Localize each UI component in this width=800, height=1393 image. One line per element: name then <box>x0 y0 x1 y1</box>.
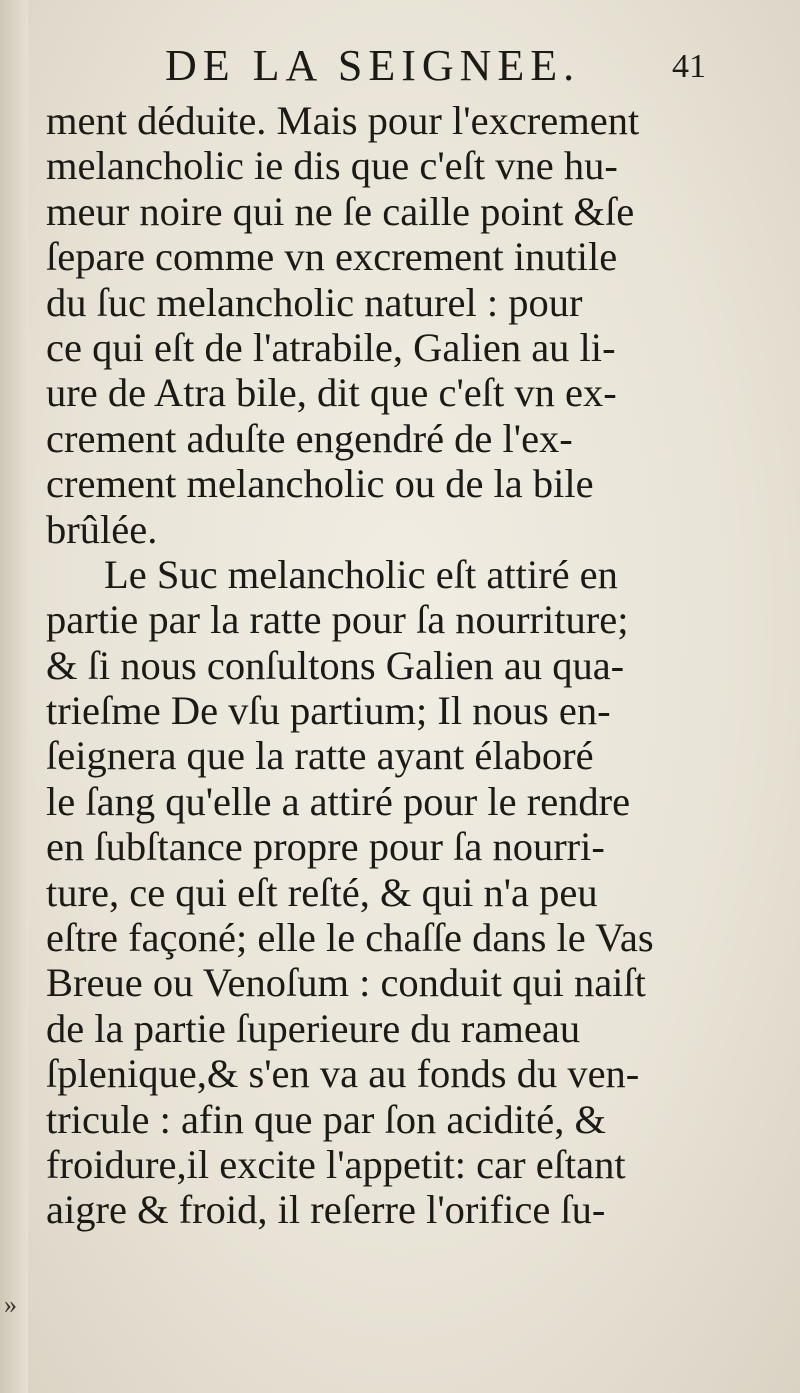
text-line: aigre & froid, il reſerre l'orifice ſu- <box>46 1187 606 1233</box>
text-line: crement aduſte engendré de l'ex- <box>46 415 573 461</box>
text-line: & ſi nous conſultons Galien au qua- <box>46 642 625 688</box>
page-number: 41 <box>672 48 706 85</box>
text-line: du ſuc melancholic naturel : pour <box>46 279 583 325</box>
page-header <box>0 40 800 100</box>
text-line: meur noire qui ne ſe caille point &ſe <box>46 188 635 234</box>
text-line: melancholic ie dis que c'eſt vne hu- <box>46 143 618 189</box>
text-line: partie par la ratte pour ſa nourriture; <box>46 597 629 643</box>
body-text <box>46 98 776 1233</box>
paragraph-start-line: Le Suc melancholic eſt attiré en <box>104 551 618 597</box>
text-line: ſeignera que la ratte ayant élaboré <box>46 733 594 779</box>
margin-mark: » <box>4 1290 17 1319</box>
text-line: crement melancholic ou de la bile <box>46 461 594 507</box>
running-head: DE LA SEIGNEE. <box>165 41 581 90</box>
text-line: eſtre façoné; elle le chaſſe dans le Vas <box>46 915 654 961</box>
text-line: en ſubſtance propre pour ſa nourri- <box>46 824 605 870</box>
text-line: ure de Atra bile, dit que c'eſt vn ex- <box>46 370 617 416</box>
text-line: ment déduite. Mais pour l'excrement <box>46 98 640 143</box>
text-line: froidure,il excite l'appetit: car eſtant <box>46 1141 626 1187</box>
text-line: ce qui eſt de l'atrabile, Galien au li- <box>46 324 616 370</box>
text-line: ſplenique,& s'en va au fonds du ven- <box>46 1051 640 1097</box>
text-line: tricule : afin que par ſon acidité, & <box>46 1096 607 1142</box>
page-gutter-shadow <box>0 0 28 1393</box>
text-line: ſepare comme vn excrement inutile <box>46 234 618 280</box>
text-line: brûlée. <box>46 506 158 552</box>
text-line: le ſang qu'elle a attiré pour le rendre <box>46 778 631 824</box>
text-line: ture, ce qui eſt reſté, & qui n'a peu <box>46 869 598 915</box>
text-line: trieſme De vſu partium; Il nous en- <box>46 688 611 734</box>
text-line: de la partie ſuperieure du rameau <box>46 1005 581 1051</box>
text-line: Breue ou Venoſum : conduit qui naiſt <box>46 960 646 1006</box>
